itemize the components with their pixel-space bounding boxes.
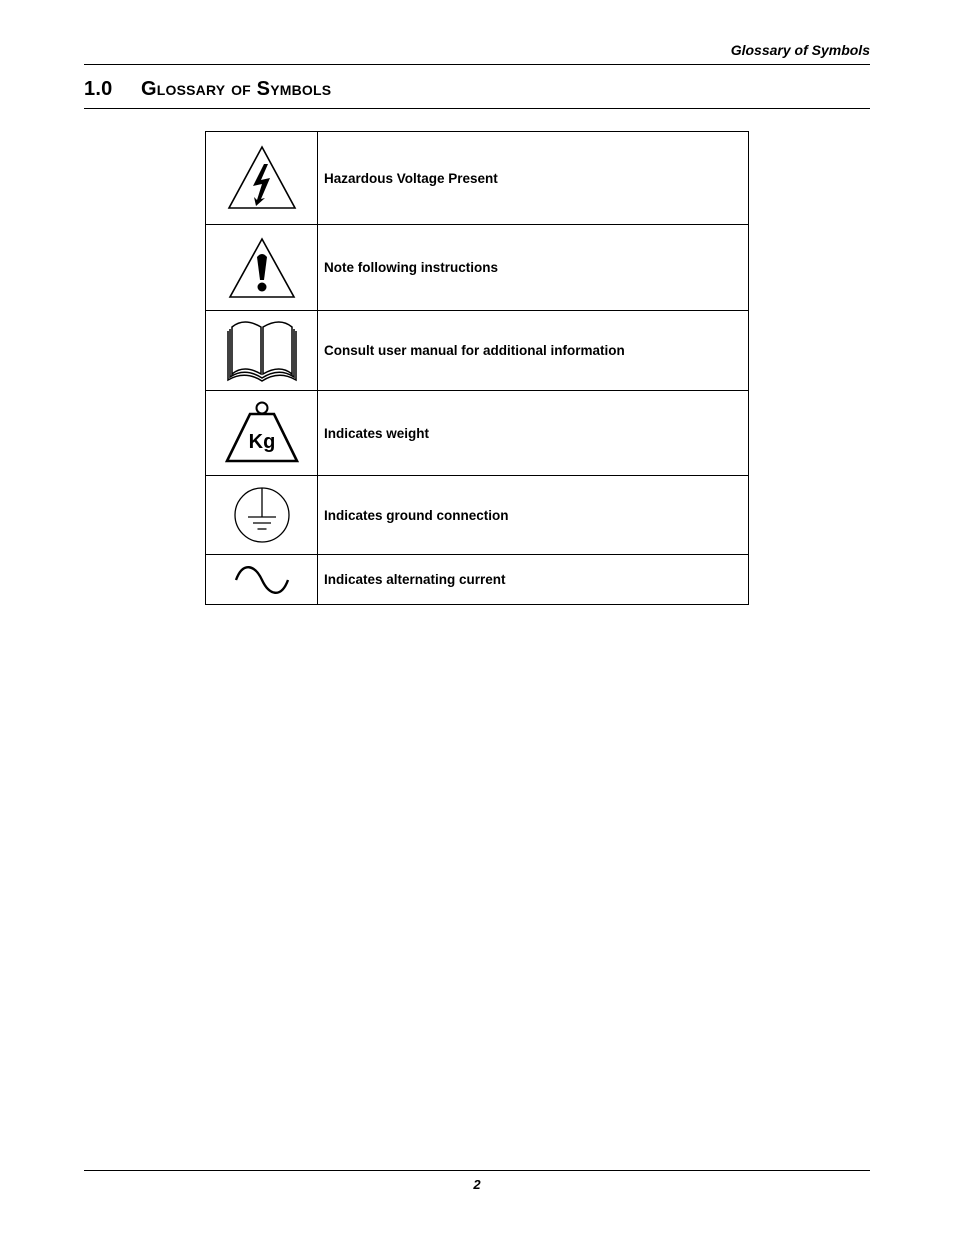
section-divider (84, 108, 870, 109)
section-heading (84, 78, 331, 101)
table-row (206, 476, 749, 555)
glossary-table (205, 131, 749, 605)
symbol-cell (206, 225, 318, 311)
description-cell: Indicates ground connection (318, 476, 749, 555)
description-cell: Indicates alternating current (318, 555, 749, 605)
running-header: Glossary of Symbols (730, 42, 870, 58)
table-row (206, 311, 749, 391)
weight-kg-label: Kg (248, 431, 275, 453)
description-cell: Consult user manual for additional information (318, 311, 749, 391)
table-row (206, 132, 749, 225)
warning-exclamation-icon (226, 235, 298, 301)
section-number: 1.0 (84, 78, 113, 100)
hazardous-voltage-icon (226, 144, 298, 212)
symbol-cell (206, 476, 318, 555)
open-book-icon (226, 318, 298, 384)
alternating-current-icon (233, 563, 291, 597)
symbol-cell (206, 555, 318, 605)
page-number: 2 (473, 1177, 481, 1192)
footer-divider (84, 1170, 870, 1171)
table-row (206, 391, 749, 476)
table-row (206, 225, 749, 311)
ground-connection-icon (232, 485, 292, 545)
symbol-cell (206, 391, 318, 476)
table-row (206, 555, 749, 605)
symbol-cell (206, 311, 318, 391)
description-cell: Hazardous Voltage Present (318, 132, 749, 225)
weight-kg-icon (224, 400, 300, 466)
header-divider (84, 64, 870, 65)
section-title: Glossary of Symbols (141, 78, 332, 100)
description-cell: Indicates weight (318, 391, 749, 476)
symbol-cell (206, 132, 318, 225)
description-cell: Note following instructions (318, 225, 749, 311)
